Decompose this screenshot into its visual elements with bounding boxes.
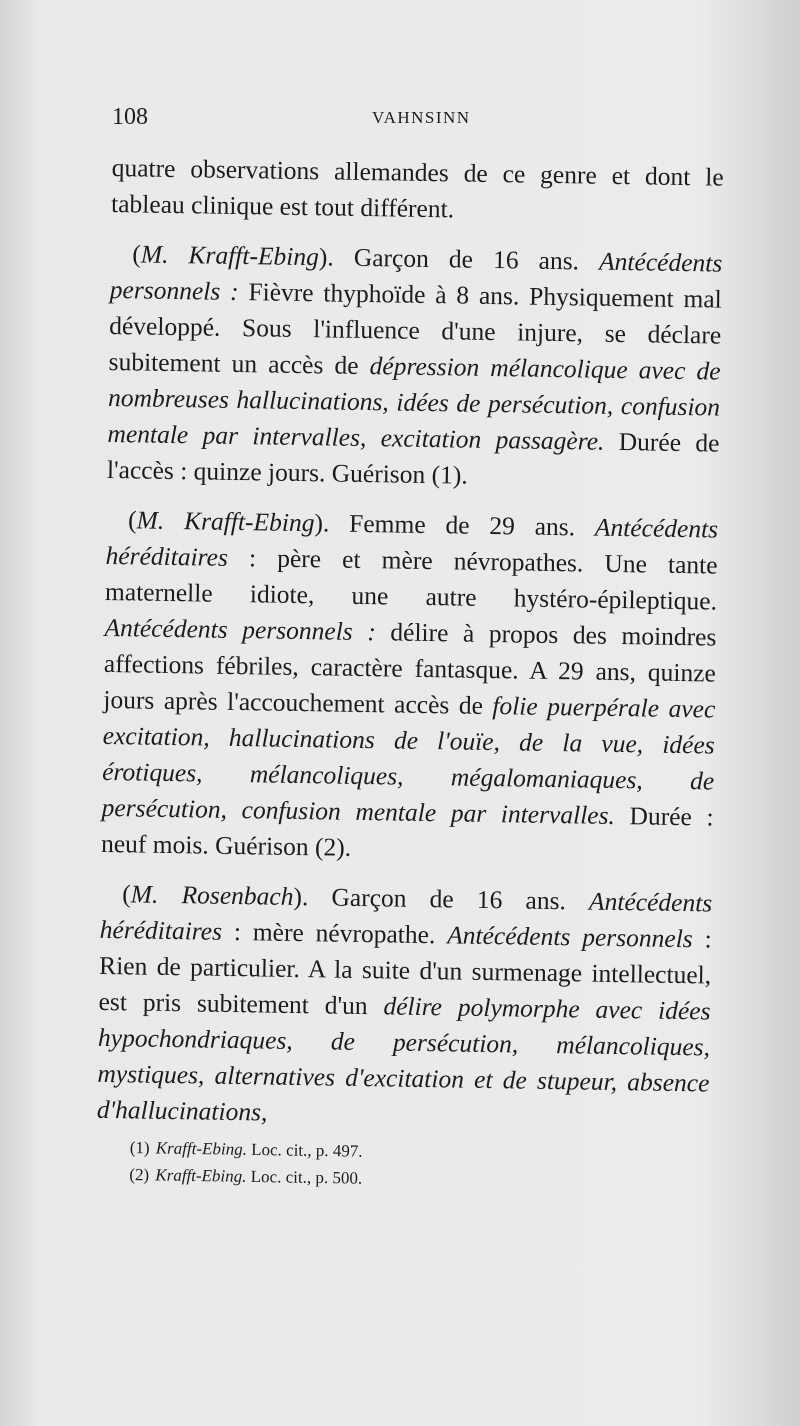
text-run: ( (122, 879, 132, 909)
footnote-reference: Loc. cit., p. 500. (250, 1166, 363, 1188)
footnotes (129, 1134, 630, 1196)
italic-run: M. Rosenbach (130, 879, 294, 911)
paragraph (101, 502, 719, 872)
text-run: délire à propos des moindres affections fébriles, caractère fantasque. A 29 ans, quinze jours après l'accouchement accès de (103, 617, 717, 721)
italic-run: Antécédents personnels : (109, 246, 723, 307)
body-text (97, 150, 724, 1137)
italic-run: Antécédents héréditaires (105, 512, 719, 572)
italic-run: Antécédents héréditaires (99, 886, 713, 946)
footnote-reference: Loc. cit., p. 497. (251, 1139, 363, 1161)
italic-run: Antécédents personnels (446, 920, 693, 954)
italic-run: M. Krafft-Ebing (136, 505, 315, 538)
footnote-mark: (1) (129, 1137, 150, 1158)
page-header (112, 104, 732, 134)
text-run: : Rien de particulier. A la suite d'un surmenage intellectuel, est pris subitement d'un (98, 924, 712, 1021)
italic-run: dépression mélancolique avec de nombreuses hallucinations, idées de persécution, confusion mentale par intervalles, excitation passagère. (107, 351, 721, 456)
paragraph (97, 876, 713, 1138)
italic-run: M. Krafft-Ebing (140, 239, 320, 272)
page-number: 108 (112, 104, 148, 130)
italic-run: Antécédents personnels : (104, 612, 377, 647)
text-run: quatre observations allemandes de ce genre et dont le tableau clinique est tout différent. (110, 152, 724, 224)
italic-run: délire polymorphe avec idées hypochondriaques, de persécution, mélancoliques, mystiques, alternatives d'excitation et de stupeur, absence d'hallucinations, (96, 991, 711, 1127)
text-run: : père et mère névropathes. Une tante maternelle idiote, une autre hystéro-épileptique. (104, 542, 718, 616)
footnote-author: Krafft-Ebing. (155, 1138, 248, 1159)
footnote-author: Krafft-Ebing. (155, 1165, 247, 1186)
text-run: Durée : neuf mois. Guérison (2). (100, 800, 714, 862)
text-run: ). Garçon de 16 ans. (318, 242, 600, 276)
text-run: ( (132, 239, 142, 269)
text-run: ). Femme de 29 ans. (314, 508, 596, 542)
paragraph (111, 150, 724, 232)
italic-run: folie puerpérale avec excitation, hallucinations de l'ouïe, de la vue, idées érotiques, mélancoliques, mégalomaniaques, de persécution, confusion mentale par intervalles. (101, 691, 716, 830)
text-run: Fièvre thyphoïde à 8 ans. Physiquement mal développé. Sous l'influence d'une injure, se déclare subitement un accès de (108, 277, 722, 381)
footnote-mark: (2) (129, 1164, 150, 1185)
paragraph (107, 236, 723, 498)
text-run: Durée de l'accès : quinze jours. Guérison (1). (106, 426, 720, 490)
running-title: VAHNSINN (372, 108, 471, 127)
text-run: ( (127, 505, 137, 535)
text-run: : mère névropathe. (221, 916, 448, 950)
text-run: ). Garçon de 16 ans. (293, 881, 590, 916)
